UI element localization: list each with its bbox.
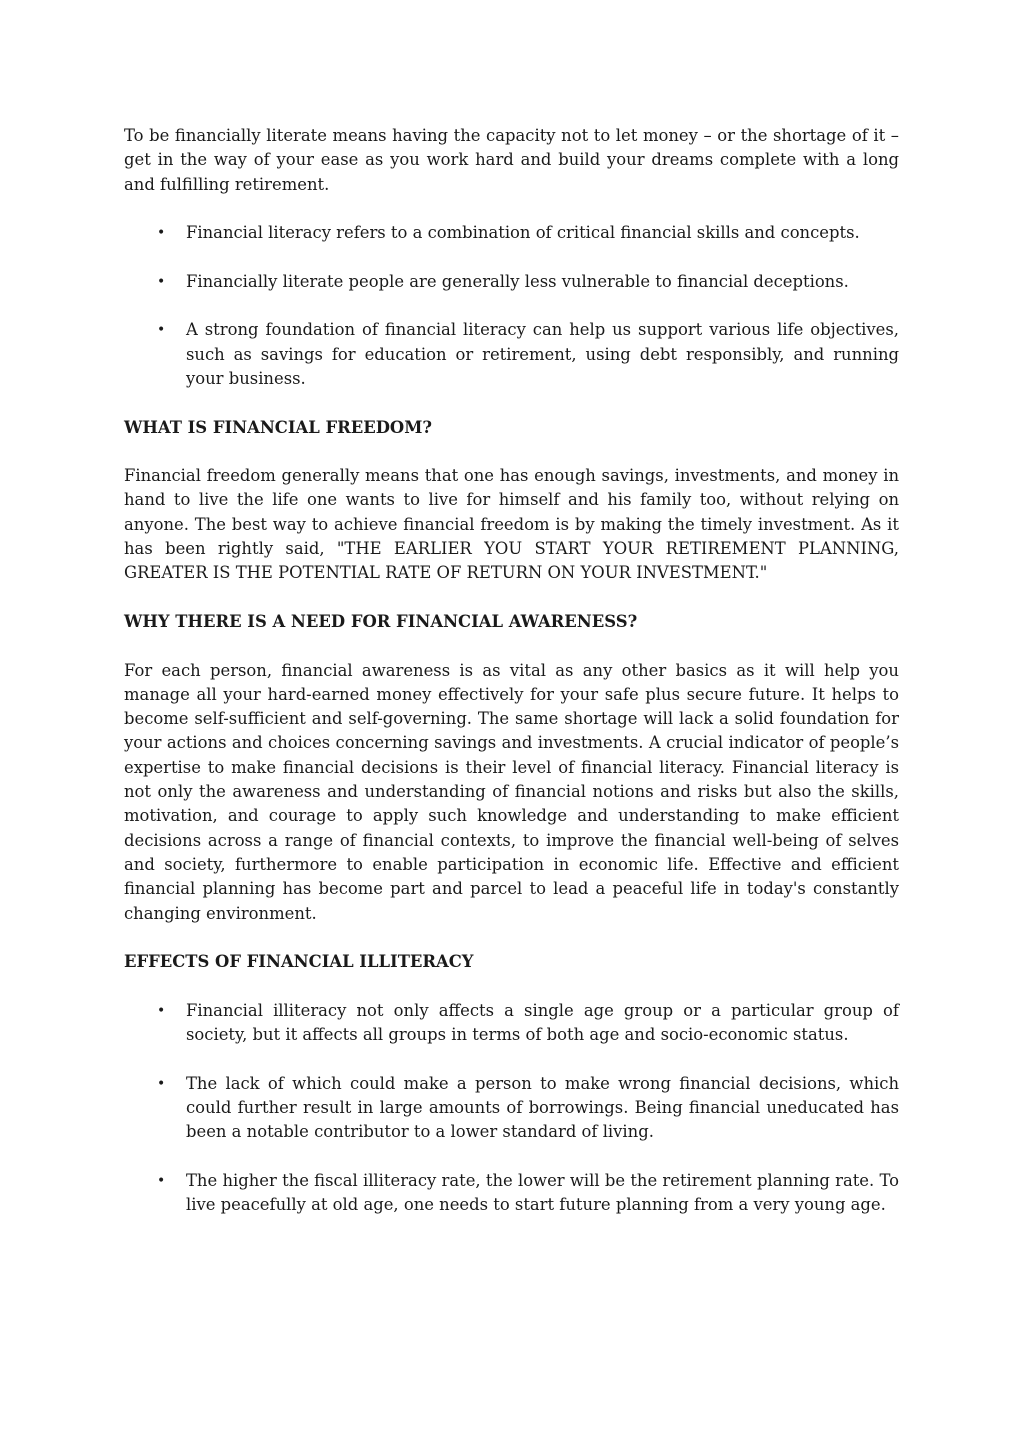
spacer	[124, 974, 899, 998]
financial-awareness-paragraph: For each person, financial awareness is as vital as any other basics as it will help you manage all your hard-earned money effectively for your safe plus secure future. It helps to become self-sufficient and self-governing. The same shortage will lack a solid foundation for your actions and choices concerning savings and investments. A crucial indicator of people’s expertise to make financial decisions is their level of financial literacy. Financial literacy is not only the awareness and understanding of financial notions and risks but also the skills, motivation, and courage to apply such knowledge and understanding to make efficient decisions across a range of financial contexts, to improve the financial well-being of selves and society, furthermore to enable participation in economic life. Effective and efficient financial planning has become part and parcel to lead a peaceful life in today's constantly changing environment.	[124, 660, 899, 923]
bullet-text: A strong foundation of financial literacy can help us support various life objectives, such as savings for education or retirement, using debt responsibly, and running your business.	[186, 320, 899, 388]
financial-freedom-paragraph: Financial freedom generally means that one has enough savings, investments, and money in hand to live the life one wants to live for himself and his family too, without relying on anyone. The best way to achieve financial freedom is by making the timely investment. As it has been rightly said, "THE EARLIER YOU START YOUR RETIREMENT PLANNING, GREATER IS THE POTENTIAL RATE OF RETURN ON YOUR INVESTMENT."	[124, 466, 899, 583]
bullet-text: The higher the fiscal illiteracy rate, the lower will be the retirement planning rate. To live peacefully at old age, one needs to start future planning from a very young age.	[186, 1170, 899, 1215]
spacer	[124, 440, 899, 464]
bullet-icon: •	[157, 1075, 166, 1092]
effects-bullet-list	[124, 999, 899, 1218]
list-item	[124, 318, 899, 391]
bullet-icon: •	[157, 1172, 166, 1189]
list-item	[124, 1072, 899, 1145]
bullet-icon: •	[157, 1002, 166, 1019]
list-item	[124, 1169, 899, 1218]
spacer	[124, 926, 899, 950]
section-heading-financial-illiteracy: EFFECTS OF FINANCIAL ILLITERACY	[124, 952, 474, 972]
bullet-text: Financial literacy refers to a combination of critical financial skills and concepts.	[186, 223, 860, 243]
bullet-text: Financial illiteracy not only affects a single age group or a particular group of society, but it affects all groups in terms of both age and socio-economic status.	[186, 1000, 899, 1044]
document-page	[124, 124, 899, 1217]
section-heading-financial-awareness: WHY THERE IS A NEED FOR FINANCIAL AWARENESS?	[124, 611, 638, 631]
bullet-icon: •	[157, 322, 166, 339]
spacer	[124, 197, 899, 221]
bullet-icon: •	[157, 225, 166, 242]
bullet-icon: •	[157, 273, 166, 290]
bullet-text: The lack of which could make a person to make wrong financial decisions, which could further result in large amounts of borrowings. Being financial uneducated has been a notable contributor to a lower standard of living.	[186, 1073, 899, 1142]
section-heading-financial-freedom: WHAT IS FINANCIAL FREEDOM?	[124, 417, 432, 437]
intro-bullet-list	[124, 221, 899, 391]
spacer	[124, 634, 899, 658]
list-item	[124, 221, 899, 245]
intro-paragraph: To be financially literate means having the capacity not to let money – or the shortage of it – get in the way of your ease as you work hard and build your dreams complete with a long and fulfilling retirement.	[124, 126, 899, 194]
list-item	[124, 999, 899, 1048]
spacer	[124, 391, 899, 415]
spacer	[124, 586, 899, 610]
list-item	[124, 270, 899, 294]
bullet-text: Financially literate people are generally less vulnerable to financial deceptions.	[186, 271, 849, 291]
